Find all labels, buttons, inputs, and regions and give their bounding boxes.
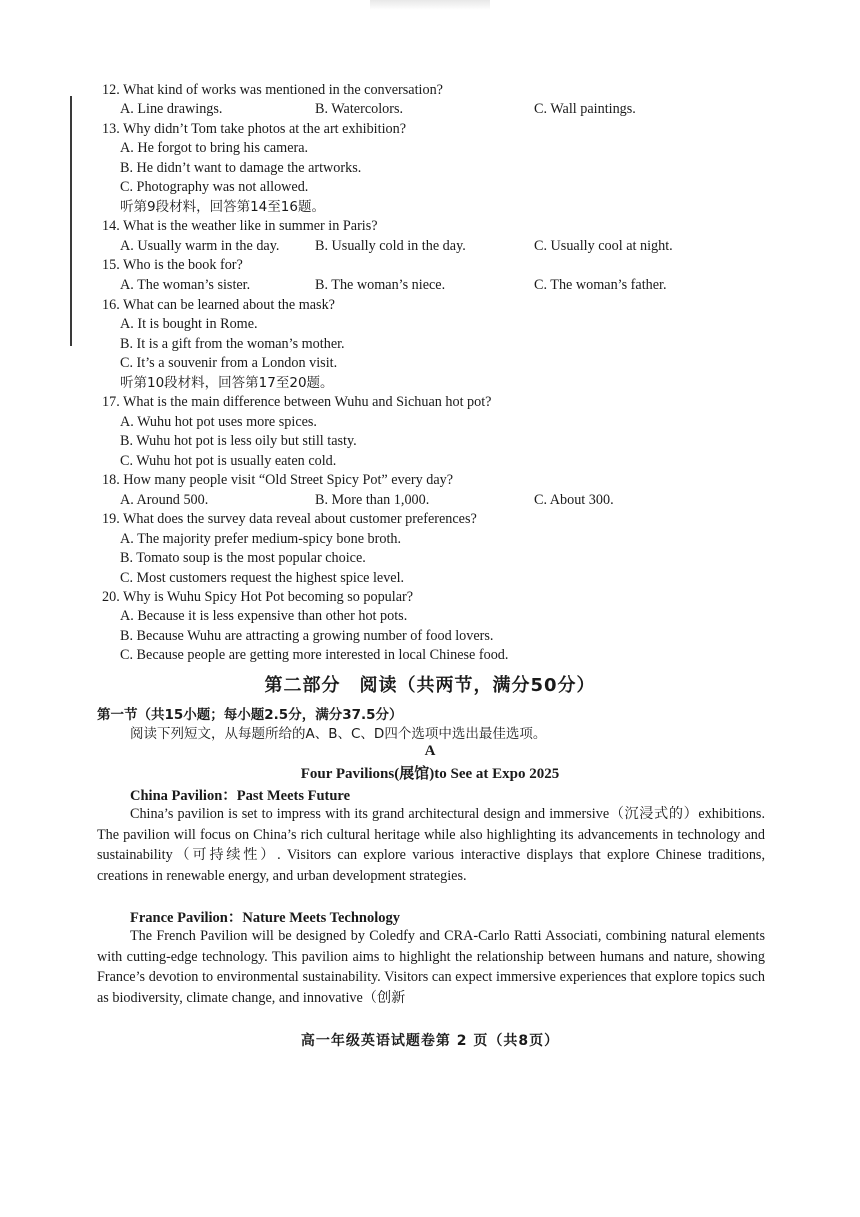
question-14-options <box>120 237 760 255</box>
question-number: 14. <box>102 218 120 234</box>
question-number: 12. <box>102 82 120 98</box>
option-c[interactable]: C. Most customers request the highest spice level. <box>120 570 405 586</box>
question-number: 20. <box>102 589 120 605</box>
listening-note-10: 听第10段材料，回答第17至20题。 <box>120 375 334 391</box>
option-a[interactable]: A. Usually warm in the day. <box>120 238 280 254</box>
option-a[interactable]: A. Around 500. <box>120 492 209 508</box>
france-pavilion-heading: France Pavilion：Nature Meets Technology <box>130 910 400 926</box>
question-12 <box>102 81 443 99</box>
question-number: 17. <box>102 394 120 410</box>
part-two-title: 第二部分 阅读（共两节，满分50分） <box>264 675 596 696</box>
option-b[interactable]: B. Because Wuhu are attracting a growing number of food lovers. <box>120 628 494 644</box>
option-c[interactable]: C. About 300. <box>534 492 614 508</box>
question-15 <box>102 256 243 274</box>
question-19 <box>102 510 477 528</box>
option-c[interactable]: C. Wuhu hot pot is usually eaten cold. <box>120 453 337 469</box>
option-b[interactable]: B. The woman’s niece. <box>315 277 446 293</box>
option-b[interactable]: B. Wuhu hot pot is less oily but still tasty. <box>120 433 357 449</box>
question-14 <box>102 217 378 235</box>
question-text: What kind of works was mentioned in the conversation? <box>123 82 443 98</box>
option-b[interactable]: B. Watercolors. <box>315 101 404 117</box>
listening-note-9: 听第9段材料，回答第14至16题。 <box>120 199 325 215</box>
question-18-options <box>120 491 760 509</box>
question-text: Why is Wuhu Spicy Hot Pot becoming so popular? <box>123 589 414 605</box>
option-c[interactable]: C. It’s a souvenir from a London visit. <box>120 355 338 371</box>
question-text: What can be learned about the mask? <box>123 297 335 313</box>
section-one-title: 第一节（共15小题；每小题2.5分，满分37.5分） <box>97 707 403 723</box>
question-number: 16. <box>102 297 120 313</box>
option-a[interactable]: A. Line drawings. <box>120 101 223 117</box>
option-a[interactable]: A. The woman’s sister. <box>120 277 251 293</box>
option-c[interactable]: C. Wall paintings. <box>534 101 636 117</box>
question-16 <box>102 296 335 314</box>
option-a[interactable]: A. He forgot to bring his camera. <box>120 140 309 156</box>
option-a[interactable]: A. Wuhu hot pot uses more spices. <box>120 414 317 430</box>
question-text: Who is the book for? <box>123 257 243 273</box>
option-b[interactable]: B. Usually cold in the day. <box>315 238 466 254</box>
option-b[interactable]: B. Tomato soup is the most popular choice. <box>120 550 366 566</box>
option-c[interactable]: C. The woman’s father. <box>534 277 667 293</box>
passage-letter: A <box>424 743 436 759</box>
china-pavilion-heading: China Pavilion：Past Meets Future <box>130 788 351 804</box>
question-15-options <box>120 276 760 294</box>
option-a[interactable]: A. The majority prefer medium-spicy bone broth. <box>120 531 402 547</box>
question-number: 15. <box>102 257 120 273</box>
reading-instruction: 阅读下列短文，从每题所给的A、B、C、D四个选项中选出最佳选项。 <box>130 726 547 742</box>
question-number: 18. <box>102 472 120 488</box>
option-b[interactable]: B. He didn’t want to damage the artworks. <box>120 160 362 176</box>
question-20 <box>102 588 413 606</box>
page-footer: 高一年级英语试题卷第 2 页（共8页） <box>300 1033 560 1049</box>
question-18 <box>102 471 453 489</box>
question-number: 13. <box>102 121 120 137</box>
option-c[interactable]: C. Photography was not allowed. <box>120 179 309 195</box>
passage-title: Four Pavilions(展馆)to See at Expo 2025 <box>300 766 560 782</box>
question-text: What is the main difference between Wuhu and Sichuan hot pot? <box>123 394 492 410</box>
china-pavilion-paragraph: China’s pavilion is set to impress with its grand architectural design and immersive（沉浸式的）exhibitions. The pavilion will focus on China’s rich cultural heritage while also highlighting its advancements in technology and sustainability（可持续性）. Visitors can explore various interactive displays that explore Chinese traditions, creations in renewable energy, and urban development strategies. <box>97 806 765 884</box>
option-b[interactable]: B. It is a gift from the woman’s mother. <box>120 336 345 352</box>
option-c[interactable]: C. Usually cool at night. <box>534 238 673 254</box>
question-13 <box>102 120 406 138</box>
option-a[interactable]: A. It is bought in Rome. <box>120 316 258 332</box>
question-text: What does the survey data reveal about customer preferences? <box>123 511 477 527</box>
question-12-options <box>120 100 760 118</box>
question-17 <box>102 393 491 411</box>
france-pavilion-paragraph: The French Pavilion will be designed by Coledfy and CRA-Carlo Ratti Associati, combining natural elements with cutting-edge technology. This pavilion aims to highlight the relationship between humans and nature, showing France’s devotion to environmental sustainability. Visitors can expect immersive experiences that explore topics such as biodiversity, climate change, and innovative（创新 <box>97 928 765 1006</box>
question-text: Why didn’t Tom take photos at the art exhibition? <box>123 121 406 137</box>
question-number: 19. <box>102 511 120 527</box>
option-a[interactable]: A. Because it is less expensive than other hot pots. <box>120 608 408 624</box>
question-text: How many people visit “Old Street Spicy Pot” every day? <box>123 472 454 488</box>
option-c[interactable]: C. Because people are getting more interested in local Chinese food. <box>120 647 509 663</box>
question-text: What is the weather like in summer in Paris? <box>123 218 378 234</box>
option-b[interactable]: B. More than 1,000. <box>315 492 430 508</box>
